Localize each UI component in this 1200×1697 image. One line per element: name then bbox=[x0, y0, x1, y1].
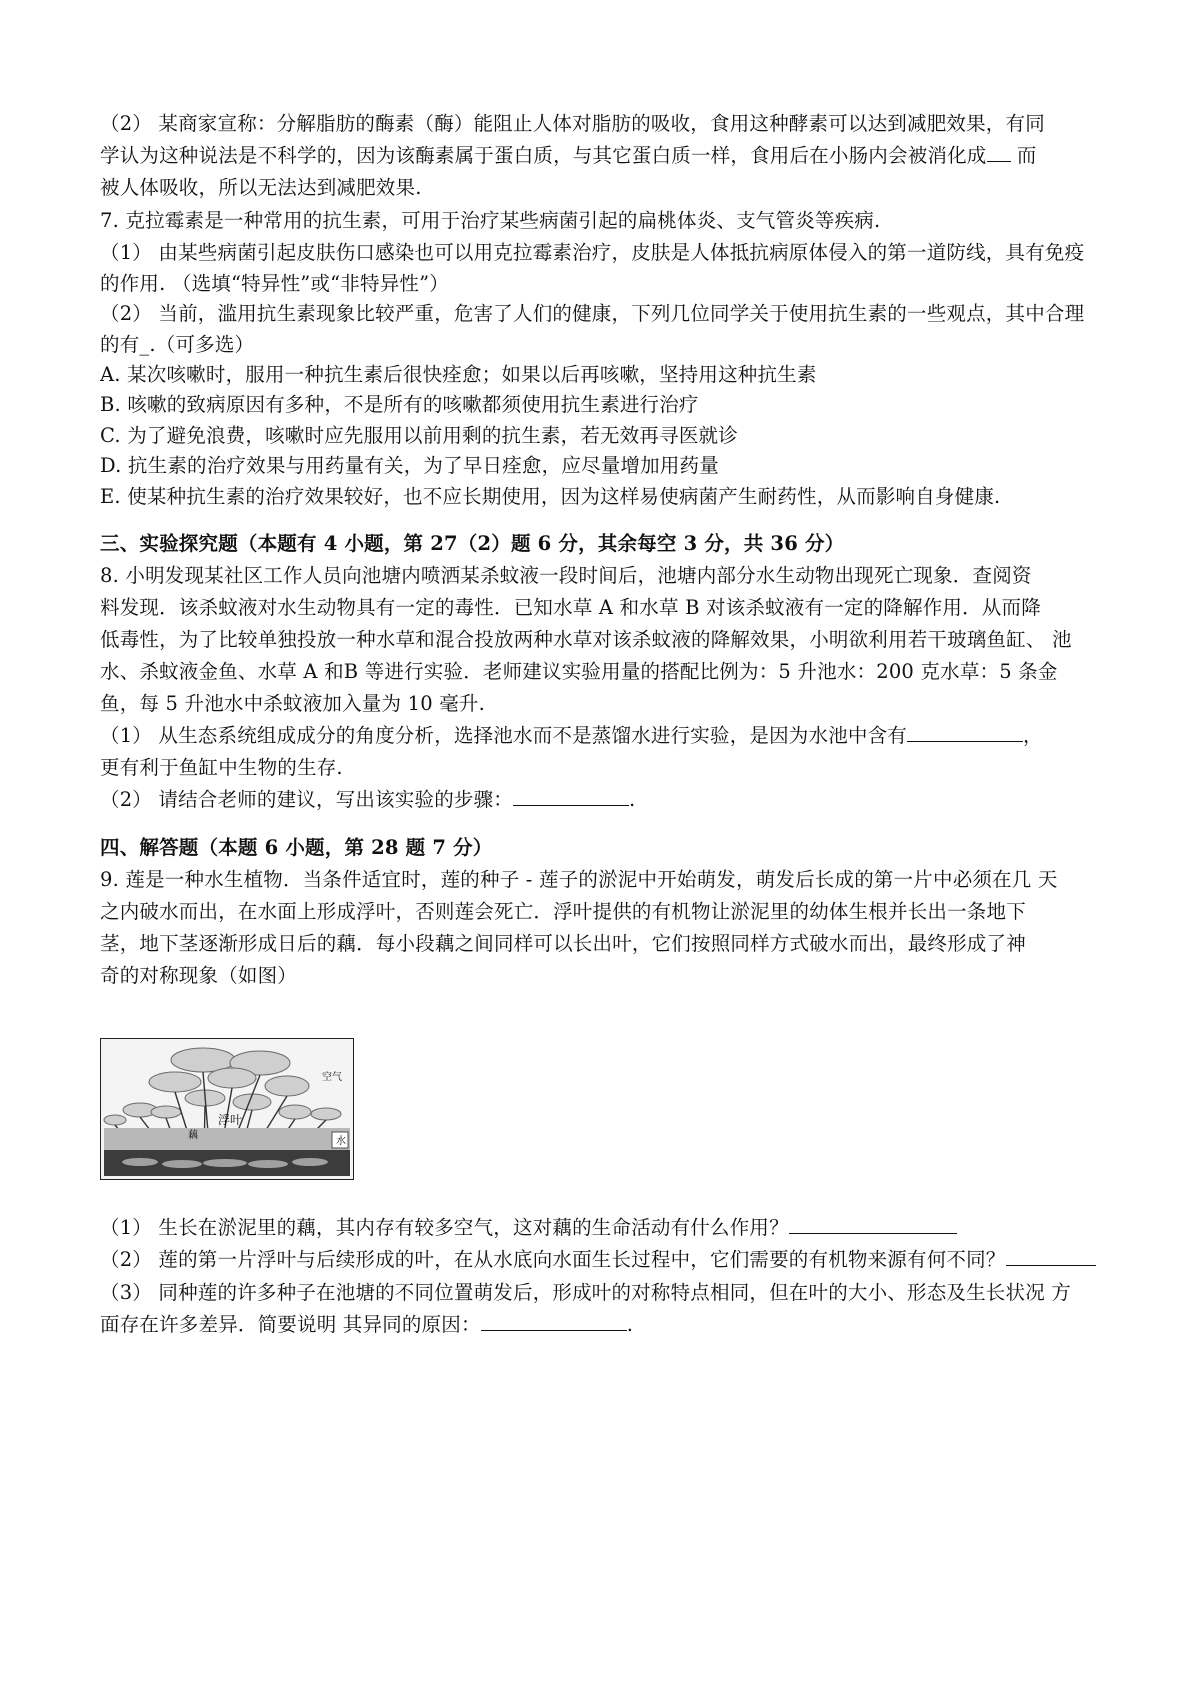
q6-part2-text: 学认为这种说法是不科学的，因为该酶素属于蛋白质，与其它蛋白质一样，食用后在小肠内会被消化成 bbox=[100, 144, 987, 167]
q9-part3-line2 bbox=[100, 1309, 1110, 1341]
section-3-heading: 三、实验探究题（本题有 4 小题，第 27（2）题 6 分，其余每空 3 分，共 36 分） bbox=[100, 532, 845, 555]
q9-line2: 之内破水而出，在水面上形成浮叶，否则莲会死亡．浮叶提供的有机物让淤泥里的幼体生根并长出一条地下 bbox=[100, 900, 1026, 923]
label-water: 水 bbox=[336, 1136, 346, 1147]
q7-part2-line2: 的有_.（可多选） bbox=[100, 333, 255, 356]
option-a: A. 某次咳嗽时，服用一种抗生素后很快痊愈；如果以后再咳嗽，坚持用这种抗生素 bbox=[100, 363, 817, 386]
q9-part1-text: （1） 生长在淤泥里的藕，其内存有较多空气，这对藕的生命活动有什么作用？ bbox=[100, 1216, 789, 1239]
lotus-diagram bbox=[100, 1038, 354, 1180]
q7-stem: 7. 克拉霉素是一种常用的抗生素，可用于治疗某些病菌引起的扁桃体炎、支气管炎等疾病. bbox=[100, 209, 881, 232]
q8-line3: 低毒性，为了比较单独投放一种水草和混合投放两种水草对该杀蚊液的降解效果，小明欲利用若干玻璃鱼缸、 池 bbox=[100, 628, 1072, 651]
answer-blank[interactable] bbox=[987, 143, 1011, 162]
q8-line5: 鱼，每 5 升池水中杀蚊液加入量为 10 毫升. bbox=[100, 692, 486, 715]
q7-part2-line1: （2） 当前，滥用抗生素现象比较严重，危害了人们的健康，下列几位同学关于使用抗生素的一些观点，其中合理 bbox=[100, 302, 1085, 325]
option-b: B. 咳嗽的致病原因有多种，不是所有的咳嗽都须使用抗生素进行治疗 bbox=[100, 393, 699, 416]
answer-blank[interactable] bbox=[481, 1312, 627, 1331]
section-4-heading: 四、解答题（本题 6 小题，第 28 题 7 分） bbox=[100, 836, 493, 859]
q9-part1 bbox=[100, 1212, 1110, 1244]
q8-part1-line1 bbox=[100, 720, 1110, 752]
q8-part1-text: （1） 从生态系统组成成分的角度分析，选择池水而不是蒸馏水进行实验，是因为水池中含有 bbox=[100, 724, 908, 747]
q9-line4: 奇的对称现象（如图） bbox=[100, 964, 298, 987]
q9-line3: 茎，地下茎逐渐形成日后的藕．每小段藕之间同样可以长出叶，它们按照同样方式破水而出，最终形成了神 bbox=[100, 932, 1026, 955]
answer-blank[interactable] bbox=[789, 1215, 957, 1234]
answer-blank[interactable] bbox=[1006, 1247, 1096, 1266]
lotus-figure bbox=[100, 1038, 354, 1180]
q8-line4: 水、杀蚊液金鱼、水草 A 和B 等进行实验．老师建议实验用量的搭配比例为：5 升池水：200 克水草：5 条金 bbox=[100, 660, 1058, 683]
q6-part2-line3: 被人体吸收，所以无法达到减肥效果. bbox=[100, 176, 422, 199]
q7-part1-line1: （1） 由某些病菌引起皮肤伤口感染也可以用克拉霉素治疗，皮肤是人体抵抗病原体侵入的第一道防线，具有免疫 bbox=[100, 241, 1085, 264]
q8-line2: 料发现．该杀蚊液对水生动物具有一定的毒性．已知水草 A 和水草 B 对该杀蚊液有一定的降解作用．从而降 bbox=[100, 596, 1041, 619]
q9-part2 bbox=[100, 1244, 1110, 1276]
option-e: E. 使某种抗生素的治疗效果较好，也不应长期使用，因为这样易使病菌产生耐药性，从而影响自身健康. bbox=[100, 485, 1001, 508]
answer-blank[interactable] bbox=[513, 787, 629, 806]
option-d: D. 抗生素的治疗效果与用药量有关，为了早日痊愈，应尽量增加用药量 bbox=[100, 454, 719, 477]
q6-part2-line1: （2） 某商家宣称：分解脂肪的酶素（酶）能阻止人体对脂肪的吸收，食用这种酵素可以达到减肥效果，有同 bbox=[100, 112, 1045, 135]
q8-part2 bbox=[100, 784, 1110, 816]
period: . bbox=[629, 788, 636, 811]
q8-part1-line2: 更有利于鱼缸中生物的生存. bbox=[100, 756, 343, 779]
answer-blank[interactable] bbox=[907, 723, 1023, 742]
comma: ， bbox=[1023, 724, 1043, 747]
q8-part2-text: （2） 请结合老师的建议，写出该实验的步骤： bbox=[100, 788, 514, 811]
q7-part1-line2: 的作用. （选填“特异性”或“非特异性”） bbox=[100, 272, 449, 295]
q8-line1: 8. 小明发现某社区工作人员向池塘内喷洒某杀蚊液一段时间后，池塘内部分水生动物出现死亡现象．查阅资 bbox=[100, 564, 1032, 587]
q9-line1: 9. 莲是一种水生植物．当条件适宜时，莲的种子 - 莲子的淤泥中开始萌发，萌发后长成的第一片中必须在几 天 bbox=[100, 868, 1058, 891]
q6-part2-tail: 而 bbox=[1010, 144, 1037, 167]
q9-part3-text: 面存在许多差异．简要说明 其异同的原因： bbox=[100, 1313, 481, 1336]
option-c: C. 为了避免浪费，咳嗽时应先服用以前用剩的抗生素，若无效再寻医就诊 bbox=[100, 424, 738, 447]
q6-part2-line2 bbox=[100, 140, 1110, 172]
label-air: 空气 bbox=[322, 1072, 342, 1083]
label-ou: 藕 bbox=[188, 1130, 198, 1141]
period: . bbox=[626, 1313, 634, 1336]
q9-part2-text: （2） 莲的第一片浮叶与后续形成的叶，在从水底向水面生长过程中，它们需要的有机物来源有何不同？ bbox=[100, 1248, 1006, 1271]
q9-part3-line1: （3） 同种莲的许多种子在池塘的不同位置萌发后，形成叶的对称特点相同，但在叶的大小、形态及生长状况 方 bbox=[100, 1281, 1072, 1304]
label-float-leaf: 浮叶 bbox=[218, 1113, 243, 1127]
